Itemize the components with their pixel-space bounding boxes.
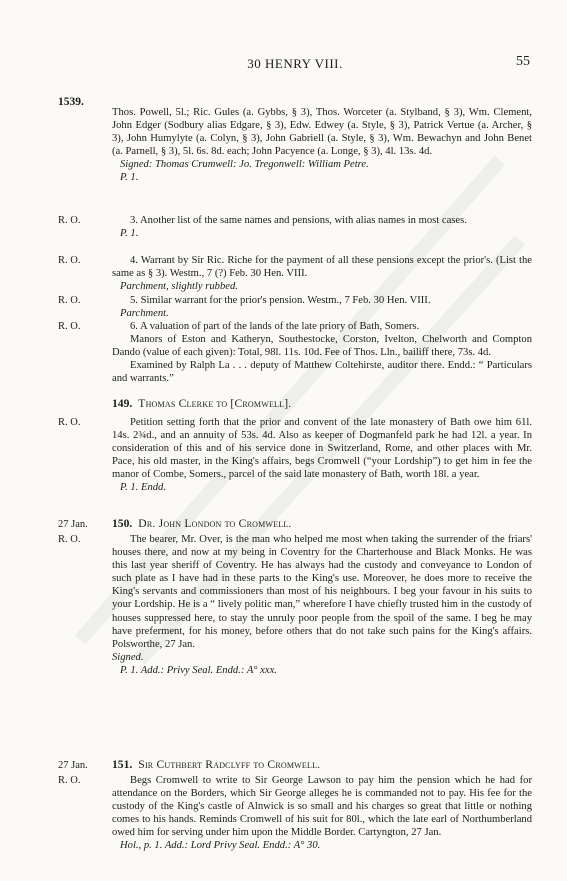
entry-text: Begs Cromwell to write to Sir George Lawson to pay him the pension which he had for attendance on the Borders, which Sir George alleges he is commanded not to pay. His fee for the custody of the King's castle of Alnwick is so small and his charges so great that little or nothing comes to his hands. Reminds Cromwell of his suit for 80l., which the late earl of Northumberland owed him for serving under him upon the Middle Border. Cartyngton, 27 Jan. bbox=[112, 775, 532, 839]
entry-title: Sir Cuthbert Radclyff to Cromwell. bbox=[138, 758, 321, 771]
entry-text: The bearer, Mr. Over, is the man who helped me most when taking the surrender of the friars' houses there, and now at my being in Coventry for the Charterhouse and Black Monks. He was this last year sheriff of Coventry. He has always had the custody and conveyance to London of such plate as I have had in these parts to the King's use. Moreover, he does more to receive the King's servants and commissioners than most of his neighbours. I beg your favour in his suits to your Lordship. He is a “ lively politic man,” wherefore I have chiefly trusted him in the custody of houses suppressed here, to stay the unruly poor people from the spoil of the same. I beg he may have preferment, for his money, before others that do not take such pains for the King's affairs. Polsworthe, 27 Jan. bbox=[112, 534, 532, 650]
entry-title: Thomas Clerke to [Cromwell]. bbox=[138, 397, 292, 410]
entry-foot: P. 1. Endd. bbox=[120, 482, 167, 494]
margin-ro: R. O. bbox=[58, 321, 81, 332]
margin-ro: R. O. bbox=[58, 417, 81, 428]
entry-148-item-6 bbox=[112, 320, 532, 385]
entry-148-item-5 bbox=[112, 294, 532, 320]
entry-number: 149. bbox=[112, 397, 133, 410]
item-text: Manors of Eston and Katheryn, Southestocke, Corston, Ivelton, Chelworth and Compton Dando (value of each given): Total, 98l. 11s. 10d. Fee of Thos. Lln., bailiff there, 73s. 4d. bbox=[112, 334, 532, 359]
entry-signed: Signed. bbox=[112, 651, 144, 663]
entry-149-heading bbox=[112, 397, 532, 410]
item-page: P. 1. bbox=[120, 228, 139, 240]
entry-number: 151. bbox=[112, 758, 133, 771]
margin-ro: R. O. bbox=[58, 215, 81, 226]
entry-148-signed: Signed: Thomas Crumwell: Jo. Tregonwell: William Petre. bbox=[120, 159, 369, 171]
item-note: Parchment. bbox=[120, 308, 169, 320]
entry-number: 150. bbox=[112, 517, 133, 530]
entry-148-continuation bbox=[112, 106, 532, 185]
entry-text: Petition setting forth that the prior and convent of the late monastery of Bath owe him 61l. 14s. 2¾d., and an annuity of 53s. 4d. Also as keeper of Dogmanfeld park he had 12l. a year. In consideration of this and of his service done in Switzerland, Rome, and other places with Mr. Pace, his old master, in the King's affairs, begs Cromwell (“your Lordship”) to get him in fee the manor of Combe, Somers., parcel of the said late monastery of Bath, worth 18l. a year. bbox=[112, 417, 532, 481]
entry-148-page: P. 1. bbox=[120, 172, 139, 184]
item-text: 5. Similar warrant for the prior's pension. Westm., 7 Feb. 30 Hen. VIII. bbox=[130, 295, 431, 306]
entry-151-heading bbox=[112, 758, 532, 771]
entry-149-body bbox=[112, 416, 532, 495]
entry-150-heading bbox=[112, 517, 532, 530]
entry-title: Dr. John London to Cromwell. bbox=[138, 517, 292, 530]
entry-foot: Hol., p. 1. Add.: Lord Privy Seal. Endd.: A° 30. bbox=[120, 840, 321, 852]
entry-151-body bbox=[112, 774, 532, 853]
margin-ro: R. O. bbox=[58, 775, 81, 786]
page-number: 55 bbox=[516, 54, 530, 69]
margin-date: 27 Jan. bbox=[58, 519, 88, 530]
running-title: 30 HENRY VIII. bbox=[247, 56, 343, 71]
item-text: 3. Another list of the same names and pensions, with alias names in most cases. bbox=[130, 215, 467, 226]
margin-ro: R. O. bbox=[58, 295, 81, 306]
margin-year: 1539. bbox=[58, 96, 84, 108]
entry-foot: P. 1. Add.: Privy Seal. Endd.: A° xxx. bbox=[120, 664, 277, 676]
running-head bbox=[60, 56, 530, 78]
item-text: 4. Warrant by Sir Ric. Riche for the payment of all these pensions except the prior's. (List the same as § 3). Westm., 7 (?) Feb. 30 Hen. VIII. bbox=[112, 255, 532, 280]
item-text: 6. A valuation of part of the lands of the late priory of Bath, Somers. bbox=[130, 321, 420, 332]
item-note: Parchment, slightly rubbed. bbox=[120, 281, 238, 293]
margin-date: 27 Jan. bbox=[58, 760, 88, 771]
entry-148-item-3 bbox=[112, 214, 532, 240]
item-text: Examined by Ralph La . . . deputy of Matthew Coltehirste, auditor there. Endd.: “ Particulars and warrants.” bbox=[112, 360, 532, 385]
margin-ro: R. O. bbox=[58, 255, 81, 266]
entry-150-body bbox=[112, 533, 532, 677]
entry-148-item-4 bbox=[112, 254, 532, 293]
margin-ro: R. O. bbox=[58, 534, 81, 545]
entry-148-paragraph: Thos. Powell, 5l.; Ric. Gules (a. Gybbs, § 3), Thos. Worceter (a. Stylband, § 3), Wm. Clement, John Edger (Sodbury alias Edgare, § 3), Edw. Edwey (a. Style, § 3), Patrick Vertue (a. Archer, § 3), John Humylyte (a. Colyn, § 3), John Gabriell (a. Style, § 3), Wm. Bewachyn and John Benet (a. Parnell, § 3), 5l. 6s. 8d. each; John Pacyence (a. Longe, § 3), 4l. 13s. 4d. bbox=[112, 107, 532, 158]
